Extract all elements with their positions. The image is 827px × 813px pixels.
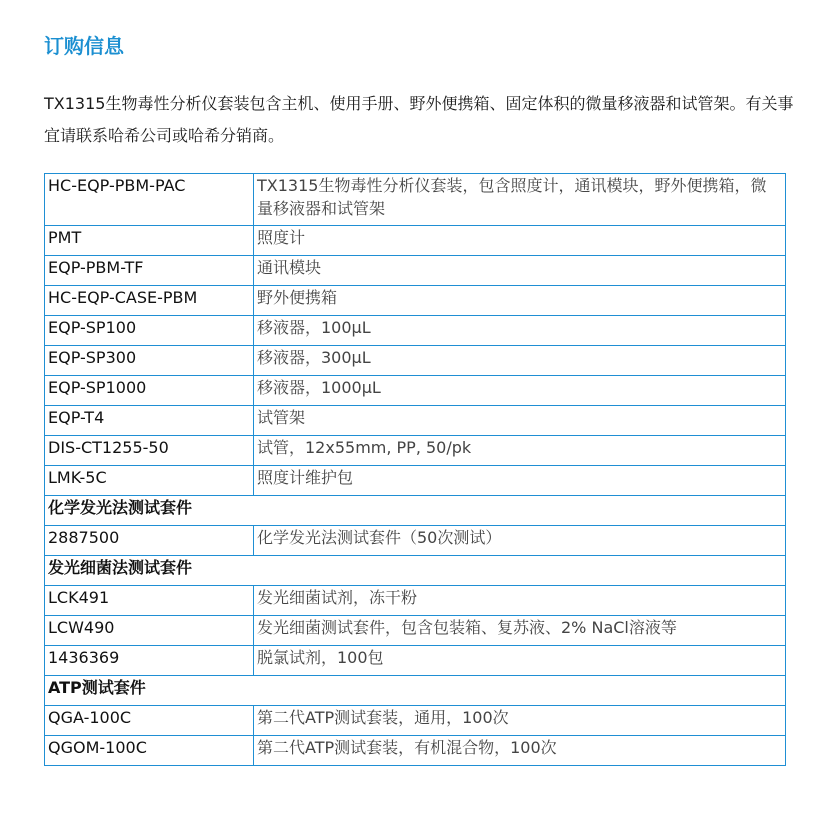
description-cell: 第二代ATP测试套装，有机混合物，100次 — [254, 736, 786, 766]
table-row — [45, 376, 786, 406]
order-table — [44, 173, 786, 766]
description-cell: 第二代ATP测试套装，通用，100次 — [254, 706, 786, 736]
table-row — [45, 526, 786, 556]
table-row — [45, 256, 786, 286]
description-cell: 通讯模块 — [254, 256, 786, 286]
product-code-cell: DIS-CT1255-50 — [45, 436, 254, 466]
description-cell: TX1315生物毒性分析仪套装，包含照度计，通讯模块，野外便携箱，微量移液器和试管架 — [254, 174, 786, 226]
product-code-cell: HC-EQP-PBM-PAC — [45, 174, 254, 226]
section-title: ATP测试套件 — [45, 676, 786, 706]
section-header-row — [45, 556, 786, 586]
product-code-cell: EQP-SP100 — [45, 316, 254, 346]
description-cell: 野外便携箱 — [254, 286, 786, 316]
description-cell: 移液器，100μL — [254, 316, 786, 346]
table-row — [45, 316, 786, 346]
product-code-cell: QGA-100C — [45, 706, 254, 736]
table-row — [45, 736, 786, 766]
section-title: 化学发光法测试套件 — [45, 496, 786, 526]
order-table-body — [45, 174, 786, 766]
table-row — [45, 174, 786, 226]
product-code-cell: HC-EQP-CASE-PBM — [45, 286, 254, 316]
page-title: 订购信息 — [44, 34, 124, 58]
section-header-row — [45, 496, 786, 526]
product-code-cell: LCK491 — [45, 586, 254, 616]
product-code-cell: LMK-5C — [45, 466, 254, 496]
table-row — [45, 586, 786, 616]
description-cell: 照度计 — [254, 226, 786, 256]
product-code-cell: LCW490 — [45, 616, 254, 646]
description-cell: 脱氯试剂，100包 — [254, 646, 786, 676]
table-row — [45, 466, 786, 496]
product-code-cell: QGOM-100C — [45, 736, 254, 766]
table-row — [45, 286, 786, 316]
description-cell: 试管，12x55mm, PP, 50/pk — [254, 436, 786, 466]
section-title: 发光细菌法测试套件 — [45, 556, 786, 586]
product-code-cell: 2887500 — [45, 526, 254, 556]
product-code-cell: EQP-SP1000 — [45, 376, 254, 406]
table-row — [45, 346, 786, 376]
table-row — [45, 436, 786, 466]
description-cell: 移液器，300μL — [254, 346, 786, 376]
table-row — [45, 706, 786, 736]
table-row — [45, 616, 786, 646]
section-header-row — [45, 676, 786, 706]
product-code-cell: EQP-PBM-TF — [45, 256, 254, 286]
description-cell: 移液器，1000μL — [254, 376, 786, 406]
table-row — [45, 226, 786, 256]
table-row — [45, 406, 786, 436]
table-row — [45, 646, 786, 676]
product-code-cell: PMT — [45, 226, 254, 256]
description-cell: 试管架 — [254, 406, 786, 436]
product-code-cell: EQP-SP300 — [45, 346, 254, 376]
product-code-cell: 1436369 — [45, 646, 254, 676]
description-cell: 发光细菌测试套件，包含包装箱、复苏液、2% NaCl溶液等 — [254, 616, 786, 646]
description-cell: 照度计维护包 — [254, 466, 786, 496]
description-cell: 发光细菌试剂，冻干粉 — [254, 586, 786, 616]
description-cell: 化学发光法测试套件（50次测试） — [254, 526, 786, 556]
product-code-cell: EQP-T4 — [45, 406, 254, 436]
intro-paragraph: TX1315生物毒性分析仪套装包含主机、使用手册、野外便携箱、固定体积的微量移液器和试管架。有关事宜请联系哈希公司或哈希分销商。 — [44, 94, 794, 145]
